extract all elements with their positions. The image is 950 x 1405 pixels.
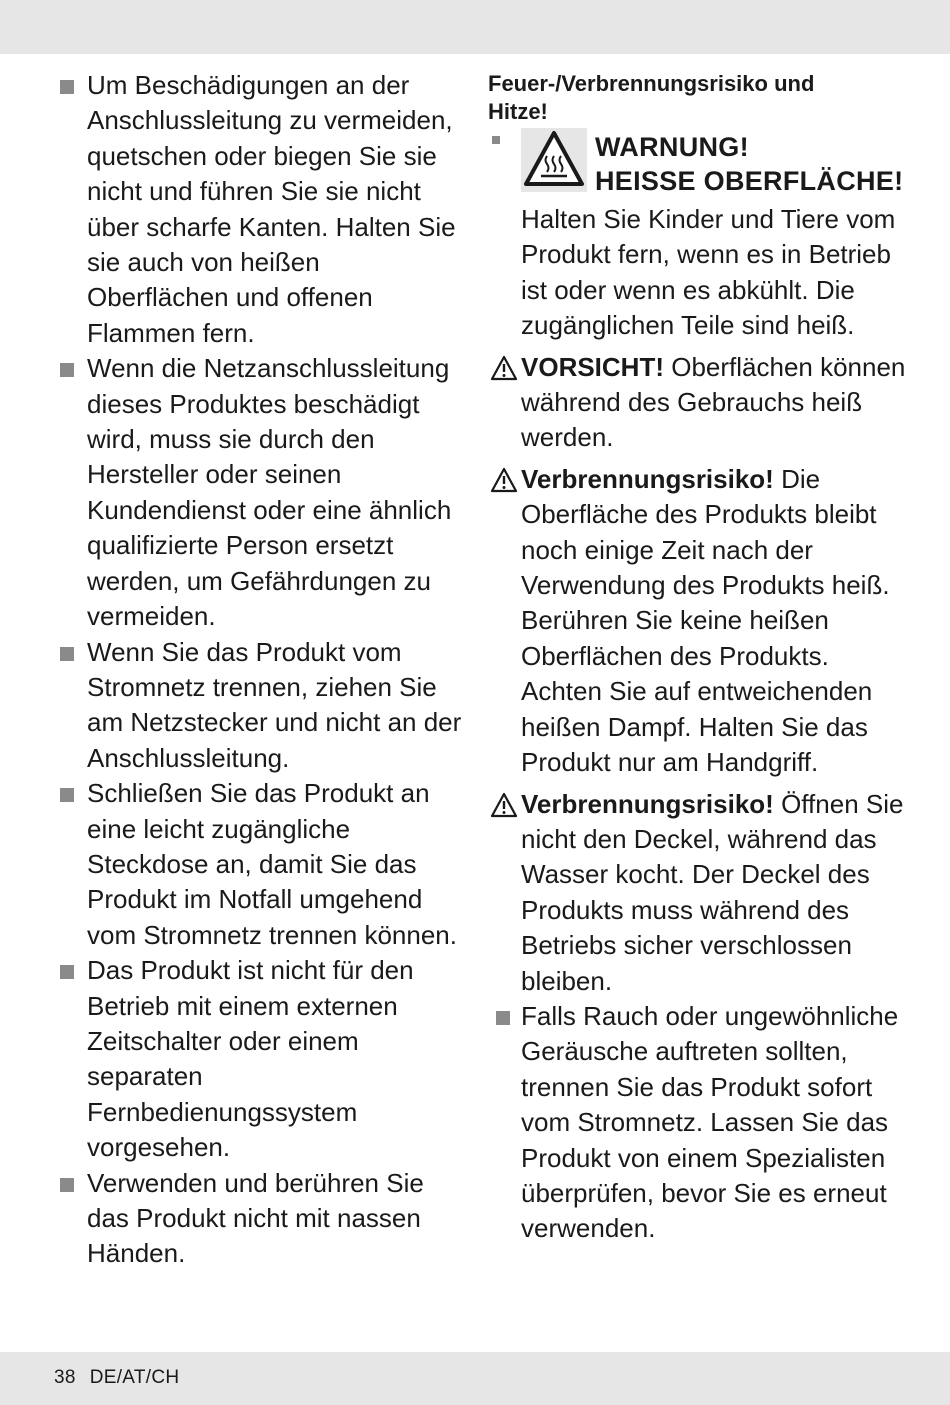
caution-text: Die Oberfläche des Produkts bleibt noch einige Zeit nach der Verwendung des Produkts heiß. Berühren Sie keine heißen Oberflächen des Produkts. Achten Sie auf entweichenden heißen Dampf. Halten Sie das Produkt nur am Handgriff. bbox=[521, 463, 890, 778]
square-bullet-icon bbox=[60, 1178, 74, 1192]
caution-text: Öffnen Sie nicht den Deckel, während das Wasser kocht. Der Deckel des Produkts muss während des Betriebs sicher verschlossen bleiben. bbox=[521, 788, 904, 996]
warning-triangle-icon bbox=[490, 355, 518, 381]
warning-title-line: WARNUNG! bbox=[595, 132, 749, 162]
list-item bbox=[58, 953, 463, 1165]
locale-label: DE/AT/CH bbox=[89, 1367, 180, 1388]
list-item bbox=[488, 999, 908, 1247]
list-item bbox=[58, 776, 463, 953]
caution-note bbox=[488, 462, 908, 781]
square-bullet-icon bbox=[492, 136, 500, 144]
right-column bbox=[488, 70, 908, 1247]
hot-surface-icon bbox=[521, 128, 587, 192]
square-bullet-icon bbox=[60, 965, 74, 979]
list-item bbox=[58, 351, 463, 634]
section-heading: Feuer-/Verbrennungsrisiko und Hitze! bbox=[488, 71, 815, 124]
page-footer bbox=[54, 1367, 193, 1389]
list-item-text: Wenn die Netzanschlussleitung dieses Produktes beschädigt wird, muss sie durch den Hersteller oder seinen Kundendienst oder eine ähnlich qualifizierte Person ersetzt werden, um Gefährdungen zu vermeiden. bbox=[87, 353, 452, 632]
header-band bbox=[0, 0, 950, 54]
square-bullet-icon bbox=[60, 363, 74, 377]
square-bullet-icon bbox=[60, 80, 74, 94]
list-item-text: Verwenden und berühren Sie das Produkt nicht mit nassen Händen. bbox=[87, 1167, 424, 1269]
caution-label: Verbrennungsrisiko! bbox=[521, 463, 774, 494]
list-item bbox=[58, 1166, 463, 1272]
left-column bbox=[58, 68, 463, 1272]
list-item bbox=[58, 635, 463, 777]
warning-title-line: HEISSE OBERFLÄCHE! bbox=[595, 166, 904, 196]
caution-note bbox=[488, 787, 908, 999]
list-item-text: Falls Rauch oder ungewöhnliche Geräusche auftreten sollten, trennen Sie das Produkt sofort vom Stromnetz. Lassen Sie das Produkt von einem Spezialisten überprüfen, bevor Sie es erneut verwenden. bbox=[521, 1000, 899, 1244]
list-item-text: Wenn Sie das Produkt vom Stromnetz trennen, ziehen Sie am Netzstecker und nicht an der Anschlussleitung. bbox=[87, 636, 462, 773]
list-item bbox=[58, 68, 463, 351]
caution-text: Oberflächen können während des Gebrauchs heiß werden. bbox=[521, 351, 906, 453]
hot-surface-warning bbox=[488, 128, 908, 344]
list-item-text: Schließen Sie das Produkt an eine leicht zugängliche Steckdose an, damit Sie das Produkt im Notfall umgehend vom Stromnetz trennen können. bbox=[87, 778, 457, 950]
warning-triangle-icon bbox=[490, 467, 518, 493]
square-bullet-icon bbox=[60, 647, 74, 661]
caution-note bbox=[488, 350, 908, 456]
warning-title bbox=[595, 130, 903, 198]
list-item-text: Das Produkt ist nicht für den Betrieb mit einem externen Zeitschalter oder einem separaten Fernbedienungssystem vorgesehen. bbox=[87, 955, 414, 1163]
list-item-text: Um Beschädigungen an der Anschlussleitung zu vermeiden, quetschen oder biegen Sie sie nicht und führen Sie sie nicht über scharfe Kanten. Halten Sie sie auch von heißen Oberflächen und offenen Flammen fern. bbox=[87, 70, 456, 348]
warning-text: Halten Sie Kinder und Tiere vom Produkt fern, wenn es in Betrieb ist oder wenn es abkühlt. Die zugänglichen Teile sind heiß. bbox=[521, 204, 896, 341]
page-number: 38 bbox=[54, 1367, 76, 1388]
square-bullet-icon bbox=[60, 788, 74, 802]
warning-triangle-icon bbox=[490, 792, 518, 818]
caution-label: Verbrennungsrisiko! bbox=[521, 788, 774, 819]
square-bullet-icon bbox=[496, 1011, 510, 1025]
caution-label: VORSICHT! bbox=[521, 351, 664, 382]
